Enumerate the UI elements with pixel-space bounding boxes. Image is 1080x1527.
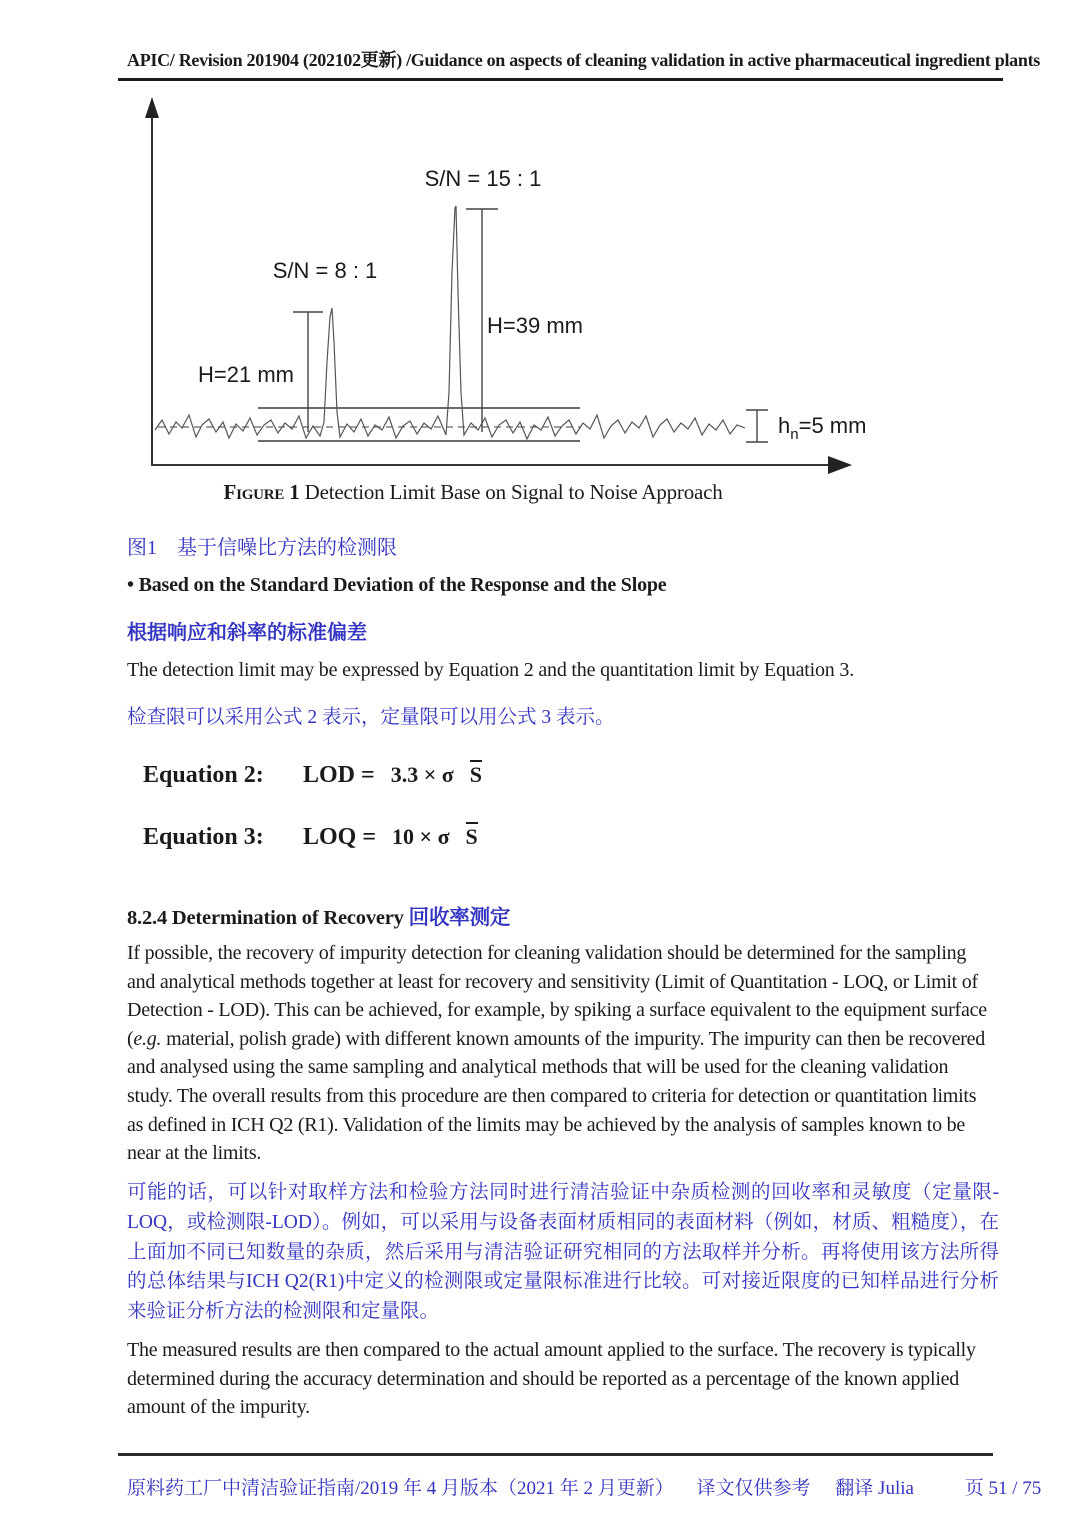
equation-3-fraction [382,824,478,851]
equation-2-numerator: 3.3 × σ [390,761,454,787]
page-header: APIC/ Revision 201904 (202102更新) /Guidance on aspects of cleaning validation in active pharmaceutical ingredient plants [118,46,1003,81]
detection-limit-paragraph-cn: 检查限可以采用公式 2 表示，定量限可以用公式 3 表示。 [127,707,615,728]
page-footer [127,1473,1041,1500]
noise-trace-with-peaks [155,206,745,439]
sn-chart [128,92,894,484]
equation-3-numerator: 10 × σ [392,823,450,849]
equation-3-denominator: S [465,823,478,849]
footer-translator: 翻译 Julia [835,1478,914,1499]
figure-caption-cn: 图1 基于信噪比方法的检测限 [127,537,397,559]
figure-caption-text: Detection Limit Base on Signal to Noise Approach [299,480,723,504]
height-bracket-small-peak [293,312,323,432]
footer-page-number: 页 51 / 75 [964,1478,1042,1499]
section-heading-824-en: 8.2.4 Determination of Recovery [127,907,404,929]
section-heading-824-cn: 回收率测定 [408,907,511,929]
equation-2-denominator: S [469,761,482,787]
figure-caption-number: Figure 1 [223,480,300,504]
detection-limit-paragraph-en: The detection limit may be expressed by Equation 2 and the quantitation limit by Equation 3. [127,659,854,681]
y-axis [145,97,159,466]
label-sn-large: S/N = 15 : 1 [424,166,542,191]
noise-band-lines [258,408,580,441]
label-h-large: H=39 mm [487,313,583,338]
recovery-paragraph-en-italic: e.g. [133,1027,162,1050]
figure-signal-noise [128,92,894,484]
recovery-paragraph-en-part2: material, polish grade) with different known amounts of the impurity. The impurity can then be recovered and analysed using the same sampling and analytical methods that will be used for the cleaning validation study. The overall results from this procedure are then compared to criteria for detection or quantitation limits as defined in ICH Q2 (R1). Validation of the limits may be achieved by the analysis of samples known to be near at the limits. [127,1027,986,1165]
recovery-paragraph-cn: 可能的话，可以针对取样方法和检验方法同时进行清洁验证中杂质检测的回收率和灵敏度（定量限-LOQ，或检测限-LOD）。例如，可以采用与设备表面材质相同的表面材料（例如，材质、粗糙度），在上面加不同已知数量的杂质，然后采用与清洁验证研究相同的方法取样并分析。再将使用该方法所得的总体结果与ICH Q2(R1)中定义的检测限或定量限标准进行比较。可对接近限度的已知样品进行分析来验证分析方法的检测限和定量限。 [127,1182,999,1323]
x-axis [152,456,852,474]
equations-block [143,744,482,868]
footer-doc-info: 原料药工厂中清洁验证指南/2019 年 4 月版本（2021 年 2 月更新） [127,1478,674,1499]
bullet-heading-cn: 根据响应和斜率的标准偏差 [127,622,367,644]
footer-reference-note: 译文仅供参考 [696,1478,811,1499]
recovery-paragraph-en-part1: If possible, the recovery of impurity detection for cleaning validation should be determined for the sampling and analytical methods together at least for recovery and sensitivity (Limit of Quantitation - LOQ, or Limit of Detection - LOD). This can be achieved, for example, by spiking a surface equivalent to the equipment surface ( [127,942,987,1050]
equation-2-lhs: LOD = [303,761,375,788]
label-noise-height: $h_n=5$ mm [778,413,867,443]
figure-caption [128,480,818,505]
section-heading-824 [127,900,510,930]
recovery-paragraph-en [127,939,997,1168]
footer-divider [118,1453,993,1456]
measured-results-paragraph: The measured results are then compared to the actual amount applied to the surface. The recovery is typically determined during the accuracy determination and should be reported as a percentage of the known applied amount of the impurity. [127,1339,976,1419]
label-sn-small: S/N = 8 : 1 [272,258,378,283]
equation-3-label: Equation 3: [143,823,264,850]
equation-2-label: Equation 2: [143,761,264,788]
bullet-heading-en: • Based on the Standard Deviation of the Response and the Slope [127,574,667,596]
noise-height-bar [746,410,768,442]
equation-2-fraction [381,762,482,789]
equation-3-lhs: LOQ = [303,823,377,850]
equation-2 [143,744,482,806]
equation-3 [143,806,482,868]
label-h-small: H=21 mm [198,362,294,387]
